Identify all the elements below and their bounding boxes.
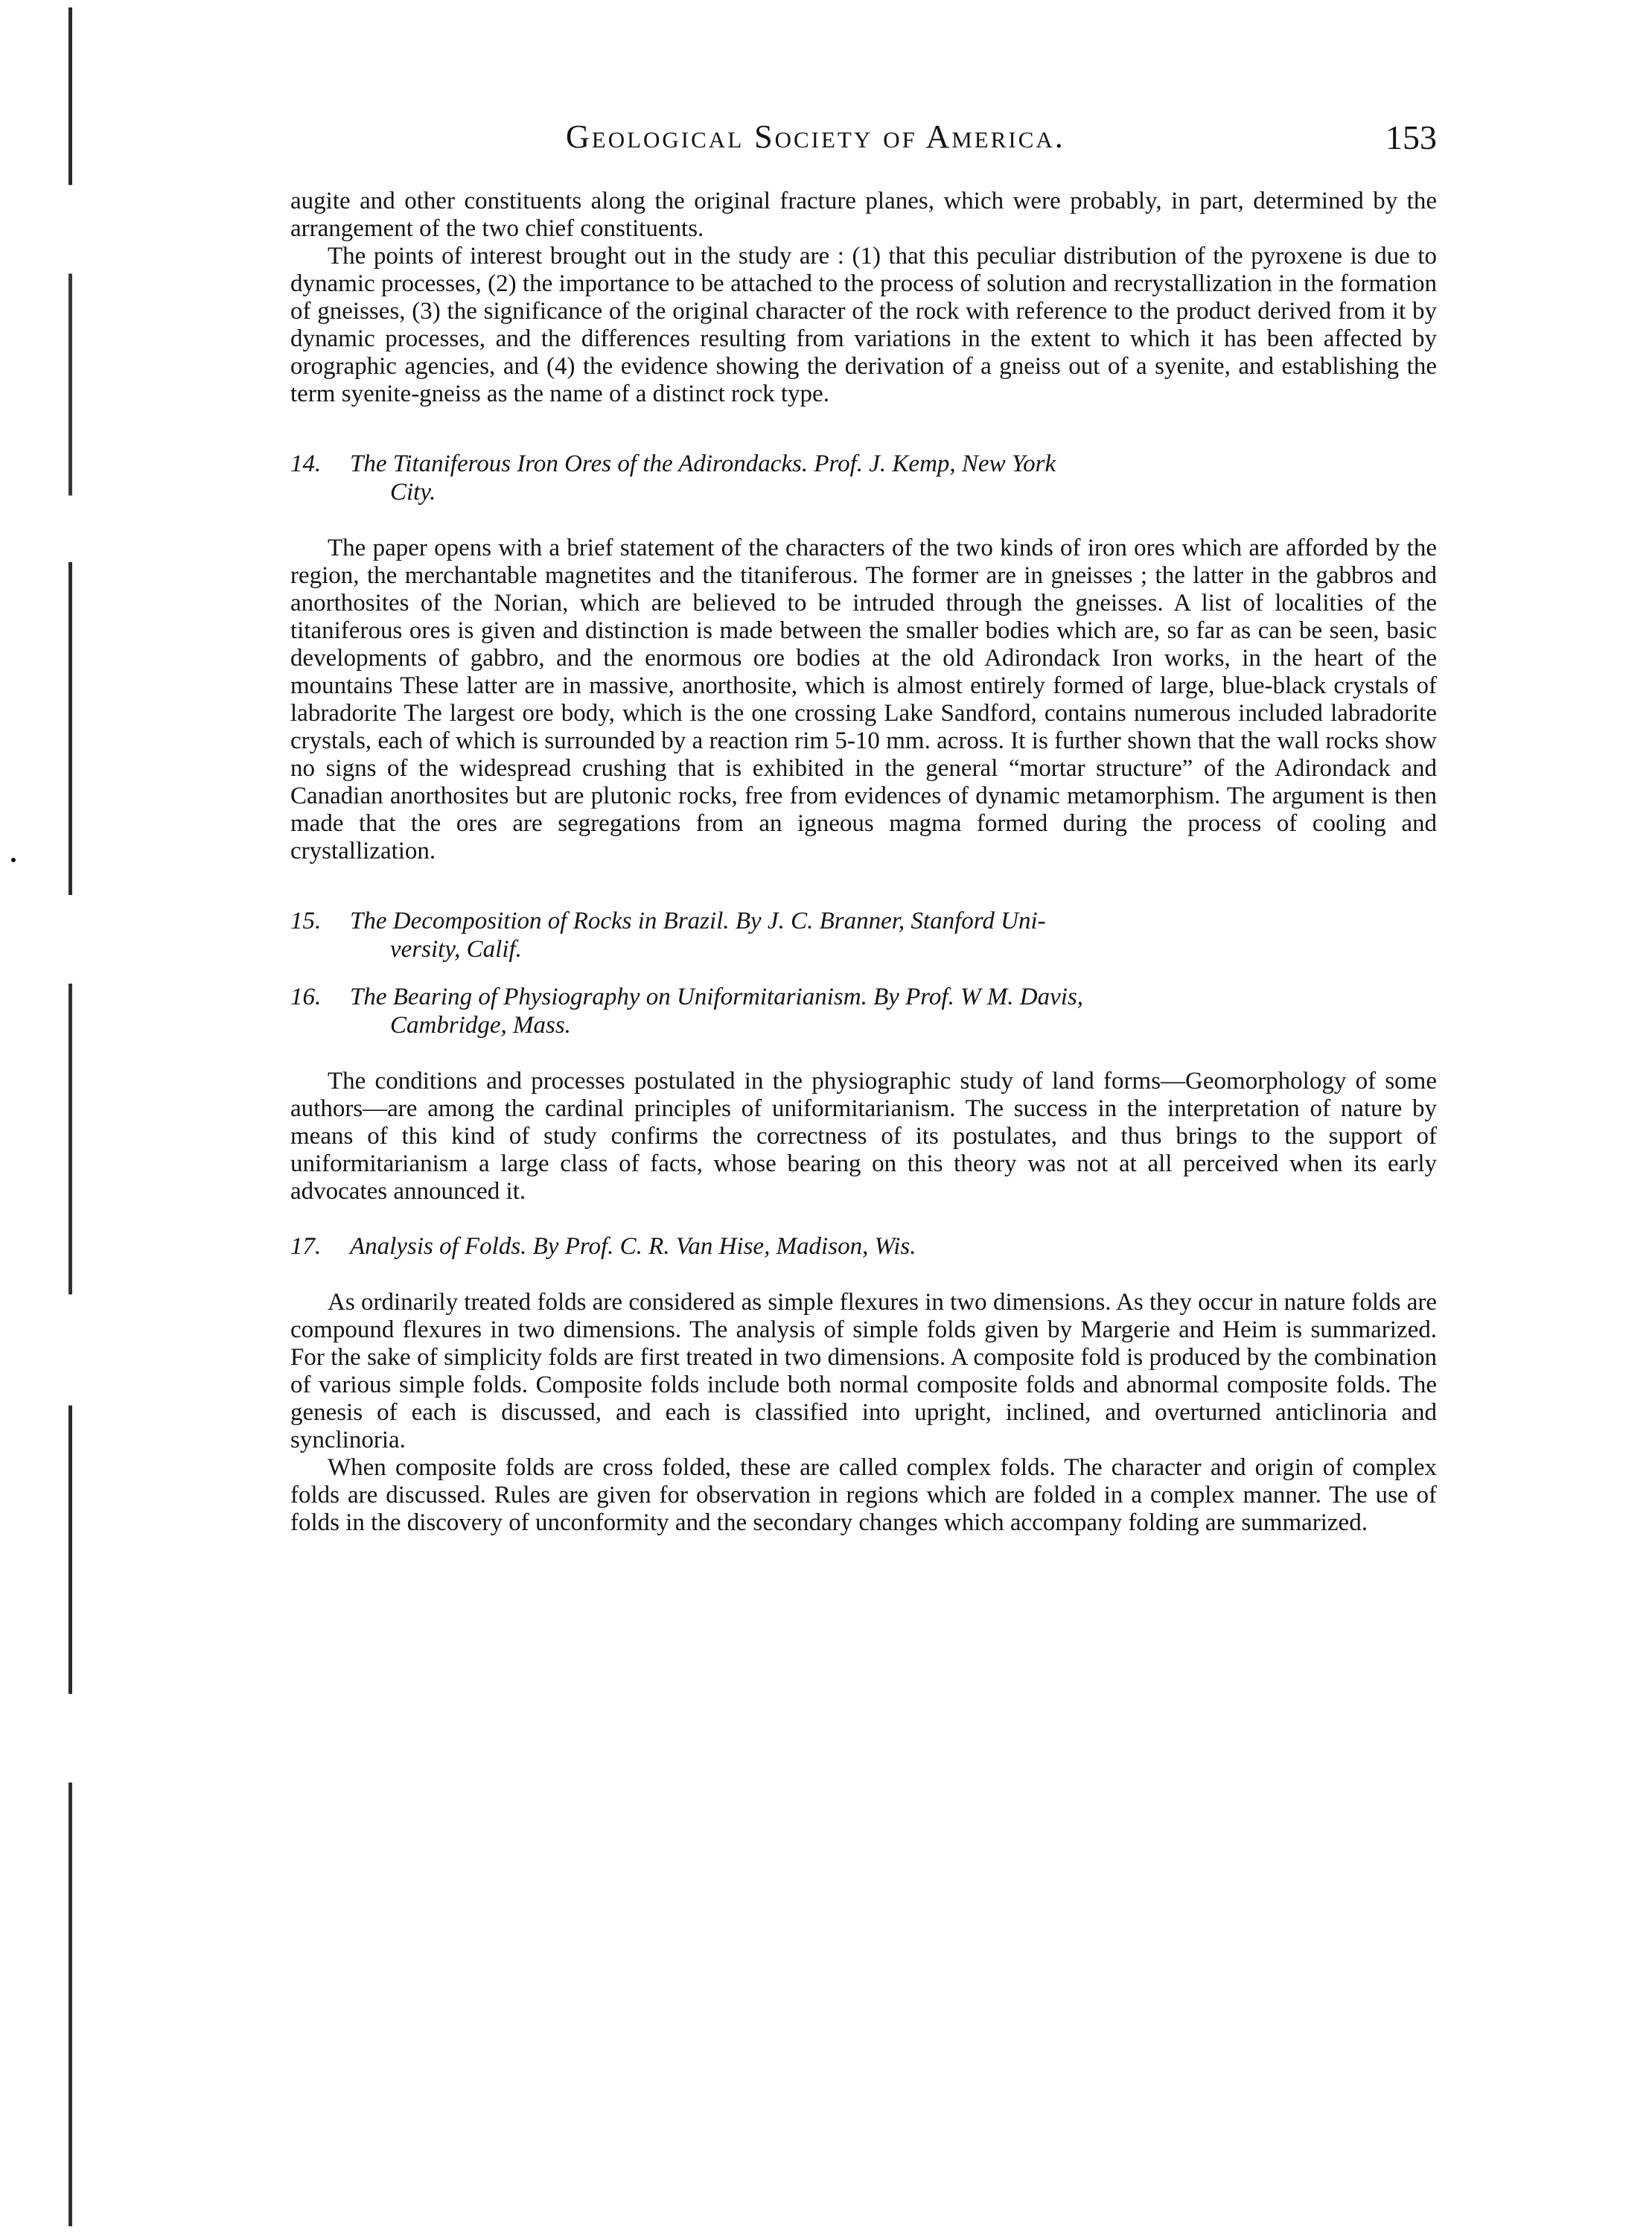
entry-title-line: The Decomposition of Rocks in Brazil. By J. C. Branner, Stanford Uni- xyxy=(350,908,1046,934)
entry-16-paragraph: The conditions and processes postulated in the physiographic study of land forms—Geomorphology of some authors—are among the cardinal principles of uniformitarianism. The success in the interpretation of nature by means of this kind of study confirms the correctness of its postulates, and thus brings to the support of uniformitarianism a large class of facts, whose bearing on this theory was not at all perceived when its early advocates announced it. xyxy=(290,1068,1437,1205)
page-number: 153 xyxy=(1385,118,1437,156)
entry-number: 15. xyxy=(290,908,322,934)
scan-edge-shadow xyxy=(68,7,72,2226)
entry-16-heading xyxy=(290,983,1437,1039)
entry-title xyxy=(350,907,1437,963)
entry-title xyxy=(350,450,1437,506)
entry-14-heading xyxy=(290,450,1437,506)
entry-number: 17. xyxy=(290,1233,322,1260)
entry-17-paragraph-2: When composite folds are cross folded, these are called complex folds. The character and origin of complex folds are discussed. Rules are given for observation in regions which are folded in a complex manner. The use of folds in the discovery of unconformity and the secondary changes which accompany folding are summarized. xyxy=(290,1454,1437,1536)
entry-title-line: versity, Calif. xyxy=(390,936,522,963)
entry-title xyxy=(350,1232,1437,1261)
scan-speck xyxy=(11,858,16,862)
entry-title-line: Cambridge, Mass. xyxy=(390,1012,571,1039)
entry-title-line: The Bearing of Physiography on Uniformitarianism. By Prof. W M. Davis, xyxy=(350,984,1084,1010)
entry-17-paragraph-1: As ordinarily treated folds are considered as simple flexures in two dimensions. As they occur in nature folds are compound flexures in two dimensions. The analysis of simple folds given by Margerie and Heim is summarized. For the sake of simplicity folds are first treated in two dimensions. A composite fold is produced by the combination of various simple folds. Composite folds include both normal composite folds and abnormal composite folds. The genesis of each is discussed, and each is classified into upright, inclined, and overturned anticlinoria and synclinoria. xyxy=(290,1289,1437,1453)
entry-15-heading xyxy=(290,907,1437,963)
running-title: Geological Society of America. xyxy=(566,118,1065,155)
entry-title-line: The Titaniferous Iron Ores of the Adirondacks. Prof. J. Kemp, New York xyxy=(350,450,1056,477)
intro-paragraph-1: augite and other constituents along the original fracture planes, which were probably, in part, determined by the arrangement of the two chief constituents. xyxy=(290,188,1437,242)
entry-14-paragraph: The paper opens with a brief statement of the characters of the two kinds of iron ores which are afforded by the region, the merchantable magnetites and the titaniferous. The former are in gneisses ; the latter in the gabbros and anorthosites of the Norian, which are believed to be intruded through the gneisses. A list of localities of the titaniferous ores is given and distinction is made between the smaller bodies which are, so far as can be seen, basic developments of gabbro, and the enormous ore bodies at the old Adirondack Iron works, in the heart of the mountains These latter are in massive, anorthosite, which is almost entirely formed of large, blue-black crystals of labradorite The largest ore body, which is the one crossing Lake Sandford, contains numerous included labradorite crystals, each of which is surrounded by a reaction rim 5-10 mm. across. It is further shown that the wall rocks show no signs of the widespread crushing that is exhibited in the general “mortar structure” of the Adirondack and Canadian anorthosites but are plutonic rocks, free from evidences of dynamic metamorphism. The argument is then made that the ores are segregations from an igneous magma formed during the process of cooling and crystallization. xyxy=(290,535,1437,864)
entry-title-line: City. xyxy=(390,479,436,506)
entry-number: 16. xyxy=(290,984,322,1010)
entry-17-heading xyxy=(290,1232,1437,1261)
entry-title-line: Analysis of Folds. By Prof. C. R. Van Hise, Madison, Wis. xyxy=(350,1233,916,1260)
running-head xyxy=(283,118,1437,162)
entry-title xyxy=(350,983,1437,1039)
article-body xyxy=(290,188,1437,1537)
intro-paragraph-2: The points of interest brought out in the study are : (1) that this peculiar distribution of the pyroxene is due to dynamic processes, (2) the importance to be attached to the process of solution and recrystallization in the formation of gneisses, (3) the significance of the original character of the rock with reference to the product derived from it by dynamic processes, and the differences resulting from variations in the extent to which it has been affected by orographic agencies, and (4) the evidence showing the derivation of a gneiss out of a syenite, and establishing the term syenite-gneiss as the name of a distinct rock type. xyxy=(290,243,1437,407)
entry-number: 14. xyxy=(290,450,322,477)
